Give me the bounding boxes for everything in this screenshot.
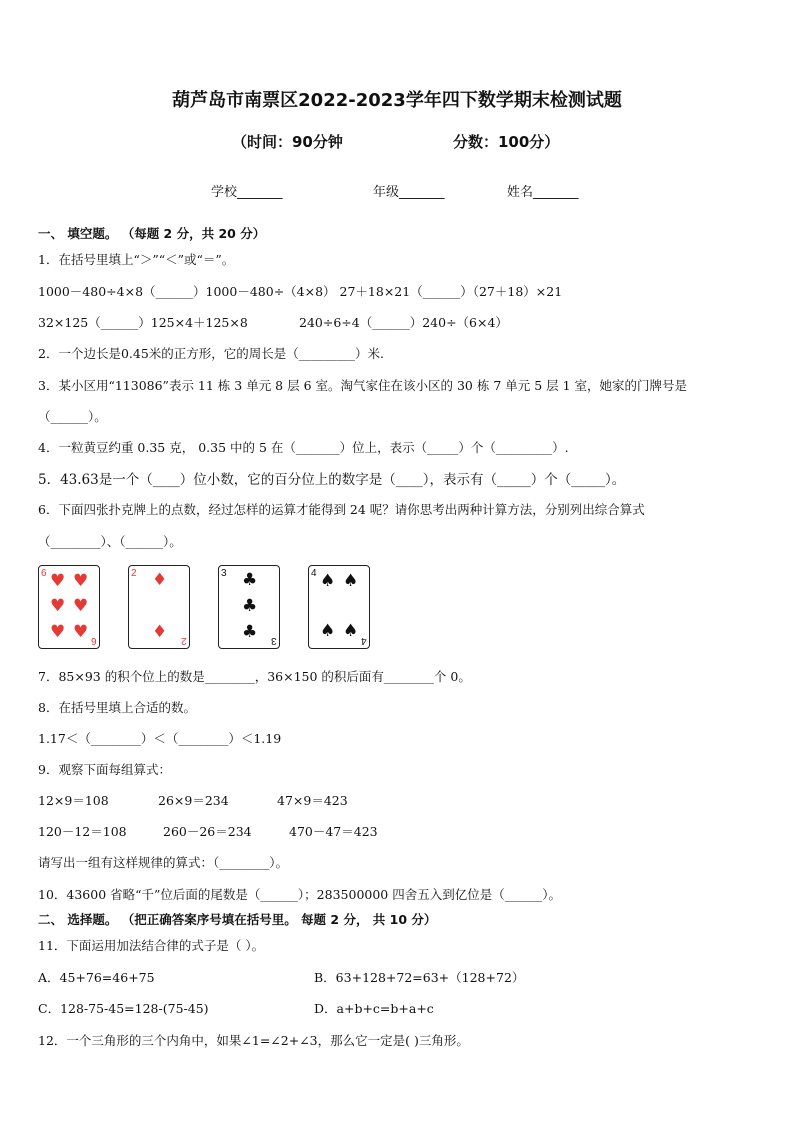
name-field: 姓名_______ [507,185,579,200]
question-4: 4．一粒黄豆约重 0.35 克， 0.35 中的 5 在（_______）位上，表示（_____）个（_________）. [38,440,569,455]
card-rank: 2 [131,568,137,579]
equation: 470－47＝423 [289,824,378,839]
spade-icon: ♠ [343,571,359,591]
diamond-icon: ♦ [152,570,168,590]
heart-icon: ♥ [73,596,89,616]
card-rank: 4 [361,635,367,646]
card-2-diamonds [128,565,190,649]
heart-icon: ♥ [73,571,89,591]
question-8-answers: 1.17＜（________）＜（________）＜1.19 [38,731,282,746]
question-10: 10．43600 省略“千”位后面的尾数是（______）；283500000 四舍五入到亿位是（______）。 [38,887,561,902]
question-6: 6．下面四张扑克牌上的点数，经过怎样的运算才能得到 24 呢？请你思考出两种计算方法，分别列出综合算式 [38,502,645,517]
card-4-spades [308,565,370,649]
card-rank: 3 [271,635,277,646]
card-rank: 6 [41,568,47,579]
question-1-row-1: 1000－480÷4×8（______）1000－480÷（4×8） 27＋18×21（______）（27＋18）×21 [38,284,563,299]
question-3: 3．某小区用“113086”表示 11 栋 3 单元 8 层 6 室。淘气家住在该小区的 30 栋 7 单元 5 层 1 室，她家的门牌号是 [38,378,688,393]
club-icon: ♣ [242,596,258,616]
question-2: 2．一个边长是0.45米的正方形，它的周长是（_________）米. [38,346,385,361]
question-5: 5．43.63是一个（____）位小数，它的百分位上的数字是（____），表示有（_____）个（_____）。 [38,472,626,488]
equation: 26×9＝234 [158,793,229,808]
question-7: 7．85×93 的积个位上的数是________，36×150 的积后面有________个 0。 [38,669,471,684]
heart-icon: ♥ [50,571,66,591]
heart-icon: ♥ [50,596,66,616]
section-1-heading: 一、 填空题。 （每题 2 分，共 20 分） [38,226,266,241]
question-11-option-a: A．45+76=46+75 [38,970,155,985]
card-3-clubs [218,565,280,649]
spade-icon: ♠ [320,621,336,641]
question-3-answer: （______）。 [38,409,107,424]
question-8: 8．在括号里填上合适的数。 [38,700,196,715]
question-1: 1．在括号里填上“＞”“＜”或“＝”。 [38,252,235,267]
card-rank: 2 [181,635,187,646]
question-9-answer: 请写出一组有这样规律的算式：（________）。 [38,855,289,870]
card-rank: 6 [91,635,97,646]
club-icon: ♣ [242,622,258,642]
school-field: 学校_______ [211,185,283,200]
card-6-hearts [38,565,100,649]
question-6-answers: （________）、（______）。 [38,534,182,549]
grade-field: 年级_______ [373,185,445,200]
section-2-heading: 二、 选择题。 （把正确答案序号填在括号里。 每题 2 分， 共 10 分） [38,912,437,927]
equation: 47×9＝423 [277,793,348,808]
heart-icon: ♥ [50,622,66,642]
spade-icon: ♠ [343,621,359,641]
question-1-row-2a: 32×125（______）125×4＋125×8 [38,315,248,330]
question-1-row-2b: 240÷6÷4（______）240÷（6×4） [299,315,508,330]
question-11-option-c: C．128-75-45=128-(75-45) [38,1001,209,1016]
question-11-option-d: D．a+b+c=b+a+c [314,1001,434,1016]
page-title: 葫芦岛市南票区2022-2023学年四下数学期末检测试题 [172,90,622,111]
heart-icon: ♥ [73,622,89,642]
spade-icon: ♠ [320,571,336,591]
diamond-icon: ♦ [152,622,168,642]
exam-score: 分数：100分） [453,133,560,151]
card-rank: 4 [311,568,317,579]
question-11: 11．下面运用加法结合律的式子是（ ）。 [38,938,265,953]
equation: 12×9＝108 [38,793,109,808]
card-rank: 3 [221,568,227,579]
equation: 120－12＝108 [38,824,127,839]
equation: 260－26＝234 [163,824,252,839]
club-icon: ♣ [242,570,258,590]
question-12: 12．一个三角形的三个内角中，如果∠1=∠2+∠3，那么它一定是( )三角形。 [38,1033,469,1048]
question-11-option-b: B．63+128+72=63+（128+72） [314,970,525,985]
exam-time: （时间：90分钟 [232,133,343,151]
question-9: 9．观察下面每组算式： [38,762,171,777]
